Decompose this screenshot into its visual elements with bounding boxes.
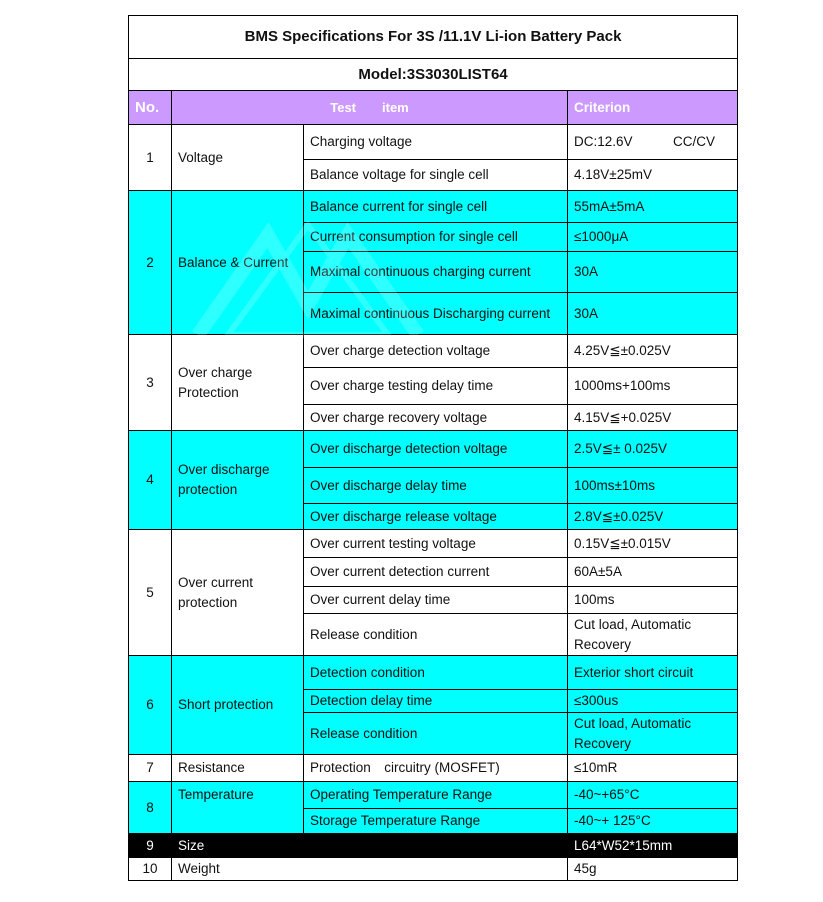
test-name: Over charge testing delay time — [304, 368, 568, 405]
item-name: Short protection — [172, 656, 304, 755]
table-row — [129, 834, 738, 858]
item-name: Resistance — [172, 755, 304, 782]
row-number: 1 — [129, 125, 172, 191]
item-line: Over charge — [178, 364, 253, 380]
row-number: 6 — [129, 656, 172, 755]
test-name: Operating Temperature Range — [304, 782, 568, 809]
table-row — [129, 335, 738, 368]
criterion-value: 55mA±5mA — [568, 191, 738, 223]
test-name: Detection condition — [304, 656, 568, 690]
row-number: 5 — [129, 530, 172, 656]
criterion-value — [568, 614, 738, 656]
row-number: 10 — [129, 858, 172, 881]
row-number: 2 — [129, 191, 172, 335]
test-name: Maximal continuous Discharging current — [304, 293, 568, 335]
item-line: protection — [178, 482, 238, 497]
criterion-value — [568, 713, 738, 755]
table-row — [129, 530, 738, 558]
item-name: Balance & Current — [172, 191, 304, 335]
row-number: 3 — [129, 335, 172, 431]
criterion-value: 100ms±10ms — [568, 468, 738, 504]
test-name: Release condition — [304, 713, 568, 755]
test-name: Over current detection current — [304, 558, 568, 587]
table-row — [129, 858, 738, 881]
table-row — [129, 125, 738, 160]
test-name: Maximal continuous charging current — [304, 252, 568, 293]
criterion-value: DC:12.6V CC/CV — [568, 125, 738, 160]
header-test-item: Test item — [172, 91, 568, 125]
test-name: Over current delay time — [304, 587, 568, 614]
test-name: Charging voltage — [304, 125, 568, 160]
criterion-value: 30A — [568, 293, 738, 335]
test-name: Over current testing voltage — [304, 530, 568, 558]
criterion-line: Recovery — [574, 636, 632, 652]
item-line: Protection — [178, 384, 239, 400]
criterion-value: Exterior short circuit — [568, 656, 738, 690]
criterion-value: ≤10mR — [568, 755, 738, 782]
row-number: 9 — [129, 834, 172, 858]
header-no: No. — [129, 91, 172, 125]
criterion-value: 4.18V±25mV — [568, 160, 738, 191]
item-line: Over discharge — [178, 462, 270, 477]
spec-sheet — [128, 15, 737, 881]
table-header — [129, 91, 738, 125]
criterion-value: ≤1000μA — [568, 223, 738, 252]
table-row — [129, 191, 738, 223]
row-number: 4 — [129, 431, 172, 530]
test-name: Current consumption for single cell — [304, 223, 568, 252]
criterion-value: -40~+ 125°C — [568, 809, 738, 834]
criterion-value: ≤300us — [568, 690, 738, 713]
item-name — [172, 431, 304, 530]
criterion-value: 100ms — [568, 587, 738, 614]
criterion-line: Cut load, Automatic — [574, 616, 692, 632]
item-name: Voltage — [172, 125, 304, 191]
criterion-value: 30A — [568, 252, 738, 293]
criterion-value: 2.8V≦±0.025V — [568, 504, 738, 530]
criterion-value: L64*W52*15mm — [568, 834, 738, 858]
criterion-line: Recovery — [574, 735, 632, 751]
test-name: Over discharge delay time — [304, 468, 568, 504]
table-row — [129, 782, 738, 809]
item-line: Over current — [178, 574, 254, 590]
criterion-line: Cut load, Automatic — [574, 715, 692, 731]
table-row — [129, 431, 738, 468]
item-name — [172, 335, 304, 431]
item-name — [172, 530, 304, 656]
test-name: Over discharge release voltage — [304, 504, 568, 530]
criterion-value: 2.5V≦± 0.025V — [568, 431, 738, 468]
table-row — [129, 656, 738, 690]
row-number: 7 — [129, 755, 172, 782]
test-name: Over charge recovery voltage — [304, 405, 568, 431]
test-name: Over charge detection voltage — [304, 335, 568, 368]
row-number: 8 — [129, 782, 172, 834]
model-number: Model:3S3030LIST64 — [129, 59, 738, 91]
criterion-value: 0.15V≦±0.015V — [568, 530, 738, 558]
test-name: Balance current for single cell — [304, 191, 568, 223]
table-row — [129, 755, 738, 782]
test-name: Protection circuitry (MOSFET) — [304, 755, 568, 782]
item-name: Temperature — [172, 782, 304, 834]
header-criterion: Criterion — [568, 91, 738, 125]
criterion-value: 4.15V≦+0.025V — [568, 405, 738, 431]
criterion-value: 60A±5A — [568, 558, 738, 587]
test-name: Release condition — [304, 614, 568, 656]
test-name: Storage Temperature Range — [304, 809, 568, 834]
criterion-value: -40~+65°C — [568, 782, 738, 809]
test-name: Detection delay time — [304, 690, 568, 713]
criterion-value: 45g — [568, 858, 738, 881]
item-line: protection — [178, 594, 238, 610]
criterion-value: 4.25V≦±0.025V — [568, 335, 738, 368]
test-name: Balance voltage for single cell — [304, 160, 568, 191]
test-name: Over discharge detection voltage — [304, 431, 568, 468]
document-title: BMS Specifications For 3S /11.1V Li-ion Battery Pack — [129, 16, 738, 59]
item-name: Size — [172, 834, 568, 858]
spec-table — [128, 15, 738, 881]
item-name: Weight — [172, 858, 568, 881]
criterion-value: 1000ms+100ms — [568, 368, 738, 405]
